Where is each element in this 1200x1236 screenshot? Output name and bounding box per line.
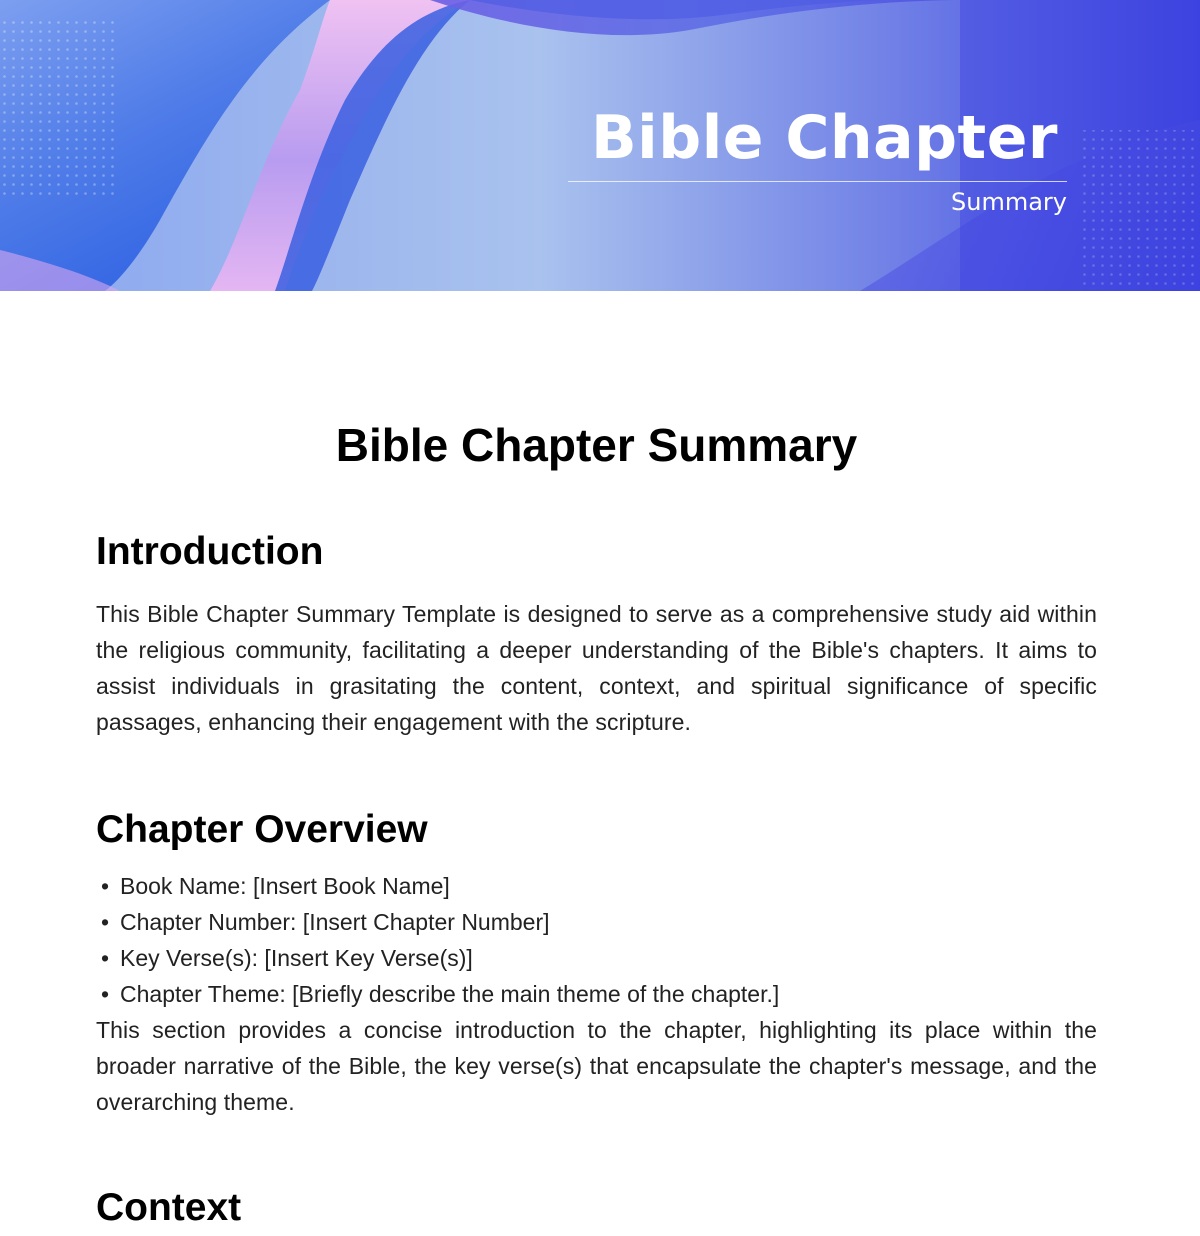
document-body <box>96 414 1097 1236</box>
banner-title: Bible Chapter <box>590 103 1058 173</box>
bullet-icon: • <box>101 945 110 971</box>
banner-divider <box>568 181 1067 182</box>
document-title: Bible Chapter Summary <box>335 419 858 471</box>
banner-subtitle: Summary <box>951 188 1067 216</box>
bullet-icon: • <box>101 873 110 899</box>
introduction-heading: Introduction <box>96 530 324 573</box>
context-heading: Context <box>96 1186 242 1229</box>
header-banner <box>0 0 1200 291</box>
bullet-icon: • <box>101 981 110 1007</box>
bullet-icon: • <box>101 909 110 935</box>
list-item: • Chapter Theme: [Briefly describe the main theme of the chapter.] <box>96 976 1097 1012</box>
list-item: • Chapter Number: [Insert Chapter Number] <box>96 904 1097 940</box>
introduction-paragraph: This Bible Chapter Summary Template is designed to serve as a comprehensive study aid within the religious community, facilitating a deeper understanding of the Bible's chapters. It aims to assist individuals in grasitating the content, context, and spiritual significance of specific passages, enhancing their engagement with the scripture. <box>96 601 1097 735</box>
overview-heading: Chapter Overview <box>96 808 428 851</box>
list-item: • Key Verse(s): [Insert Key Verse(s)] <box>96 940 1097 976</box>
overview-list <box>96 868 1097 1012</box>
overview-paragraph: This section provides a concise introduction to the chapter, highlighting its place within the broader narrative of the Bible, the key verse(s) that encapsulate the chapter's message, and the overarching theme. <box>96 1017 1097 1115</box>
list-item: • Book Name: [Insert Book Name] <box>96 868 1097 904</box>
